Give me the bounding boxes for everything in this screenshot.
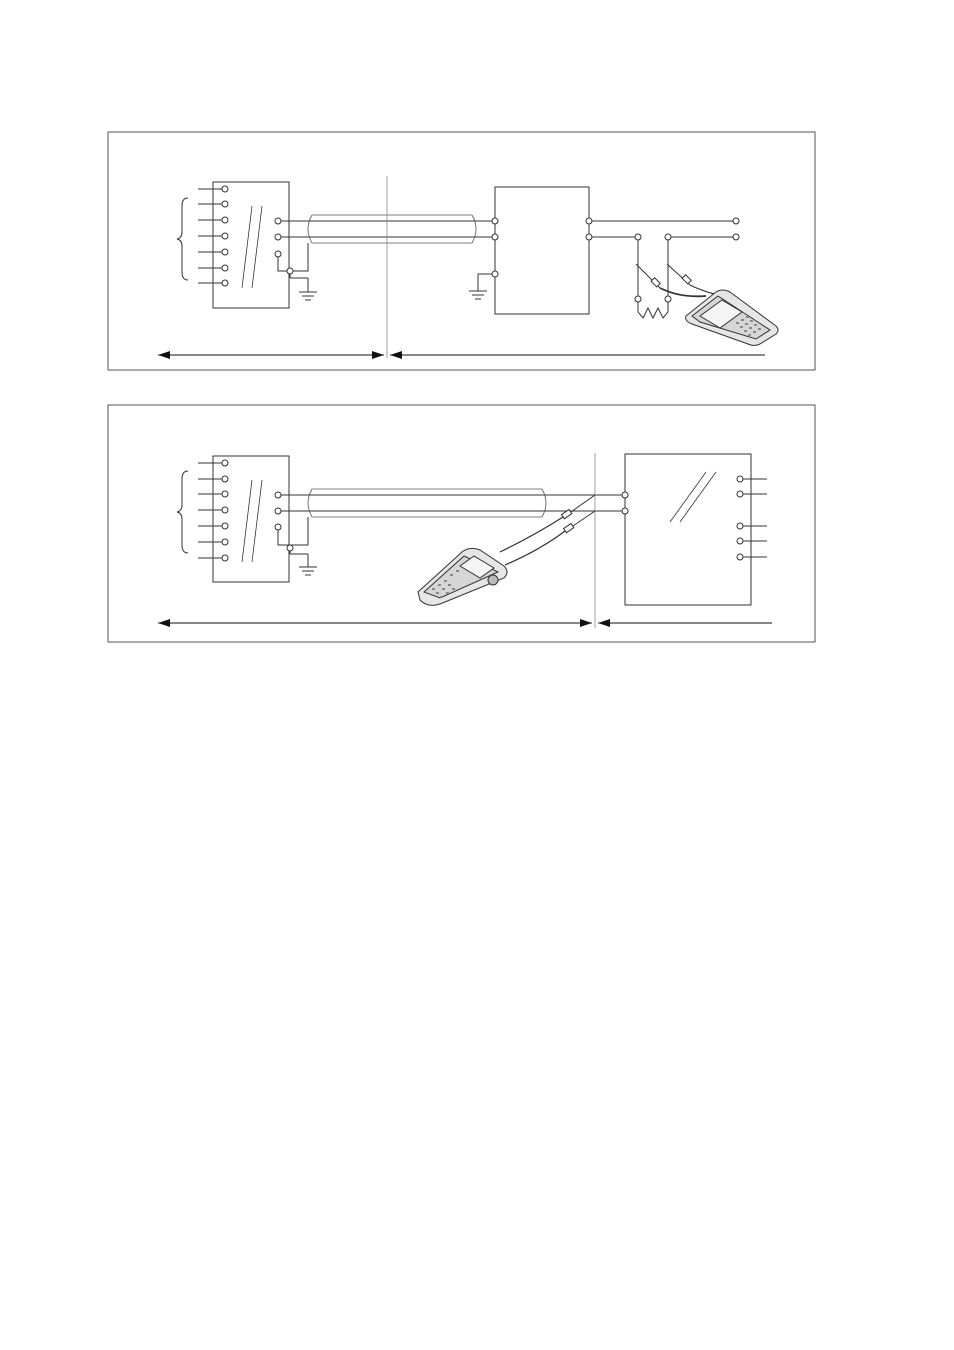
terminal-icon — [222, 460, 228, 466]
terminal-icon — [222, 523, 228, 529]
ground-icon — [299, 567, 317, 575]
terminal-icon — [275, 508, 281, 514]
terminal-icon — [222, 555, 228, 561]
terminal-icon — [222, 186, 228, 192]
terminal-icon — [586, 234, 592, 240]
terminal-icon — [492, 271, 498, 277]
figure-2-panel — [108, 405, 815, 642]
terminal-icon — [222, 217, 228, 223]
terminal-icon — [222, 249, 228, 255]
shielded-cable — [308, 215, 476, 243]
power-supply-box — [495, 187, 589, 314]
brace-icon — [177, 198, 188, 280]
test-clips — [500, 495, 595, 565]
terminal-icon — [222, 201, 228, 207]
terminal-icon — [275, 251, 281, 257]
terminal-icon — [492, 218, 498, 224]
terminal-icon — [622, 508, 628, 514]
terminal-icon — [275, 234, 281, 240]
terminal-icon — [222, 280, 228, 286]
terminal-icon — [275, 218, 281, 224]
isolator-box — [213, 456, 289, 582]
figure-2-frame — [108, 405, 815, 642]
terminal-icon — [586, 218, 592, 224]
terminal-icon — [222, 491, 228, 497]
terminal-icon — [492, 234, 498, 240]
ground-icon — [469, 291, 487, 299]
terminal-icon — [275, 524, 281, 530]
terminal-icon — [275, 492, 281, 498]
figure-1-frame — [108, 132, 815, 370]
terminal-icon — [222, 233, 228, 239]
handheld-terminal-icon — [686, 290, 778, 346]
terminal-icon — [222, 539, 228, 545]
receiver-box — [625, 454, 751, 605]
terminal-icon — [222, 507, 228, 513]
terminal-icon — [733, 218, 739, 224]
terminal-icon — [222, 476, 228, 482]
brace-icon — [177, 471, 188, 553]
terminal-icon — [733, 234, 739, 240]
resistor-icon — [638, 302, 668, 318]
test-clips — [636, 264, 714, 296]
terminal-icon — [622, 492, 628, 498]
shielded-cable — [308, 489, 546, 517]
handheld-terminal-icon — [418, 548, 507, 605]
terminal-icon — [222, 265, 228, 271]
ground-icon — [299, 292, 317, 300]
figure-1-panel — [108, 132, 815, 370]
